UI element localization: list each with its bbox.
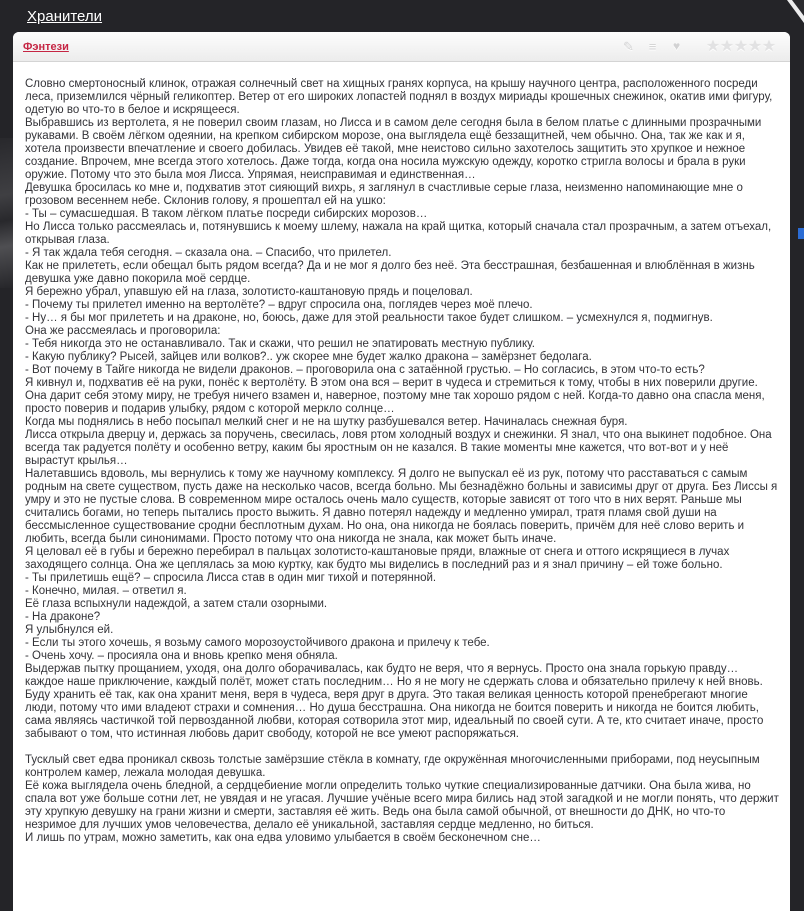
story-paragraph: Выбравшись из вертолета, я не поверил своим глазам, но Лисса и в самом деле сегодня была в белом платье с длинными прозрачными рукавами. В своём лёгком одеянии, на крепком сибирском морозе, она выглядела ещё беззащитней, чем обычно. Она, так же как и я, хотела произвести впечатление и своего добилась. Увидев её такой, мне неистово сильно захотелось защитить это хрупкое и нежное создание. Впрочем, мне всегда этого хотелось. Даже тогда, когда она носила мужскую одежду, коротко стригла волосы и брала в руки оружие. Потому что это была моя Лисса. Упрямая, неисправимая и единственная… [25,117,762,181]
genre-link[interactable]: Фэнтези [23,40,69,53]
story-paragraph: Её глаза вспыхнули надеждой, а затем стали озорными. [25,598,328,610]
star-icon-4[interactable]: ★ [748,38,762,55]
star-icon-5[interactable]: ★ [762,38,776,55]
story-text [25,78,779,845]
story-paragraph: Лисса открыла дверцу и, держась за поручень, свесилась, ловя ртом холодный воздух и снежинки. Я знал, что она выкинет подобное. Она всегда так радуется полёту и особенно ветру, каким бы яростным он не казался. В такие моменты мне кажется, что вот-вот и у неё вырастут крылья… [25,429,772,467]
story-paragraph: Словно смертоносный клинок, отражая солнечный свет на хищных гранях корпуса, на крышу научного центра, расположенного посреди леса, приземлился чёрный геликоптер. Ветер от его широких лопастей поднял в воздух мириады крошечных снежинок, окатив ими фигуру, одетую во что-то в белое и искрящееся. [25,78,773,116]
story-paragraph: И лишь по утрам, можно заметить, как она едва уловимо улыбается в своём бесконечном сне… [25,832,541,844]
edge-marker[interactable] [798,228,804,239]
heart-icon[interactable]: ♥ [672,39,681,53]
story-paragraph: Как не прилететь, если обещал быть рядом всегда? Да и не мог я долго без неё. Эта бесстрашная, безбашенная и влюблённая в жизнь девушка уже давно покорила моё сердце. [25,260,755,285]
story-paragraph: - Если ты этого хочешь, я возьму самого морозоустойчивого дракона и прилечу к тебе. [25,637,490,649]
story-paragraph: Но Лисса только рассмеялась и, потянувшись к моему шлему, нажала на край щитка, который сначала стал прозрачным, а затем отъехал, открывая глаза. [25,221,772,246]
story-paragraph: Я целовал её в губы и бережно перебирал в пальцах золотисто-каштановые пряди, влажные от снега и оттого искрящиеся в лучах заходящего солнца. Она же цеплялась за мою куртку, как будто мы виделись в последний раз и я знал причину – ей тоже больно. [25,546,730,571]
story-paragraph: Девушка бросилась ко мне и, подхватив этот сияющий вихрь, я заглянул в счастливые серые глаза, неизменно напоминающие мне о грозовом весеннем небе. Склонив голову, я прошептал ей на ушко: [25,182,743,207]
rating-stars [706,39,776,54]
background-texture [0,138,13,288]
star-icon-1[interactable]: ★ [706,38,720,55]
story-paragraph [25,741,779,754]
story-title-link[interactable]: Хранители [27,8,103,25]
story-paragraph: Выдержав пытку прощанием, уходя, она долго оборачивалась, как будто не веря, что я вернусь. Просто она знала горькую правду… каждое наше приключение, каждый полёт, может стать последним… Но я не могу не сдержать слова и обязательно прилечу к ней вновь. Буду хранить её так, как она хранит меня, веря в чудеса, веря друг в друга. Это такая великая ценность которой пренебрегают многие люди, потому что ими владеют страхи и сомнения… Но душа бесстрашна. Она никогда не боится поверить и никогда не боится любить, сама являясь частичкой той первозданной любви, которая сотворила этот мир, идеальный по своей сути. А те, кто считает иначе, просто забывают о том, что истинная любовь дарит свободу, которой не все умеют распоряжаться. [25,663,764,740]
story-paragraph: Я бережно убрал, упавшую ей на глаза, золотисто-каштановую прядь и поцеловал. [25,286,473,298]
edit-icon[interactable]: ✎ [623,39,634,54]
toolbar [13,32,790,62]
story-paragraph: - Тебя никогда это не останавливало. Так и скажи, что решил не эпатировать местную публику. [25,338,535,350]
story-paragraph: Тусклый свет едва проникал сквозь толстые замёрзшие стёкла в комнату, где окружённая многочисленными приборами, под неусыпным контролем камер, лежала молодая девушка. [25,754,760,779]
story-paragraph: - Почему ты прилетел именно на вертолёте? – вдруг спросила она, поглядев через моё плечо. [25,299,533,311]
story-paragraph: - Ты – сумасшедшая. В таком лёгком платье посреди сибирских морозов… [25,208,428,220]
page-curl-decoration [787,0,804,23]
story-paragraph: Когда мы поднялись в небо посыпал мелкий снег и не на шутку разбушевался ветер. Начиналась снежная буря. [25,416,628,428]
story-paragraph: - Конечно, милая. – ответил я. [25,585,187,597]
story-paragraph: Я кивнул и, подхватив её на руки, понёс к вертолёту. В этом она вся – верит в чудеса и стремиться к тому, чтобы в них поверили другие. Она дарит себя этому миру, не требуя ничего взамен и, наверное, поэтому мне так хорошо рядом с ней. Когда-то давно она спасла меня, просто поверив и подарив улыбку, рядом с которой меркло солнце… [25,377,765,415]
story-paragraph: - На драконе? [25,611,101,623]
story-panel [13,32,790,911]
story-paragraph: Её кожа выглядела очень бледной, а сердцебиение могли определить только чуткие специализированные датчики. Она была жива, но спала вот уже больше сотни лет, не увядая и не угасая. Лучшие учёные всего мира бились над этой загадкой и не могли понять, что держит эту хрупкую девушку на грани жизни и смерти, заставляя её жить. Ведь она была самой обычной, от внешности до ДНК, но что-то незримое для лучших умов человечества, делало её уникальной, заставляя сердце медленно, но биться. [25,780,779,831]
story-paragraph: - Очень хочу. – просияла она и вновь крепко меня обняла. [25,650,338,662]
story-paragraph: - Вот почему в Тайге никогда не видели драконов. – проговорила она с затаённой грустью. – Но согласись, в этом что-то есть? [25,364,705,376]
site-header [27,7,102,32]
list-icon[interactable]: ≡ [648,39,657,54]
story-paragraph: - Какую публику? Рысей, зайцев или волков?.. уж скорее мне будет жалко дракона – замёрзнет бедолага. [25,351,592,363]
star-icon-2[interactable]: ★ [720,38,734,55]
story-paragraph: - Ты прилетишь ещё? – спросила Лисса став в один миг тихой и потерянной. [25,572,437,584]
toolbar-actions [612,39,776,54]
story-paragraph: Налетавшись вдоволь, мы вернулись к тому же научному комплексу. Я долго не выпускал её из рук, потому что расставаться с самым родным на свете существом, пусть даже на несколько часов, всегда больно. Мы безнадёжно больны и зависимы друг от друга. Без Лиссы я умру и это не пустые слова. В современном мире осталось очень мало существ, которые зависят от того что в них верят. Раньше мы считались богами, но теперь пытались просто выжить. Я давно потерял надежду и медленно умирал, тратя пламя свой души на бессмысленное существование сродни бесплотным духам. Но она, она никогда не боялась поверить, причём для неё слово верить и любить, всегда были синонимами. Просто потому что она никогда не знала, как может быть иначе. [25,468,778,545]
story-content [13,62,790,845]
story-paragraph: Она же рассмеялась и проговорила: [25,325,221,337]
star-icon-3[interactable]: ★ [734,38,748,55]
story-paragraph: Я улыбнулся ей. [25,624,114,636]
story-paragraph: - Ну… я бы мог прилететь и на драконе, но, боюсь, даже для этой реальности такое будет слишком. – усмехнулся я, подмигнув. [25,312,713,324]
story-paragraph: - Я так ждала тебя сегодня. – сказала она. – Спасибо, что прилетел. [25,247,392,259]
